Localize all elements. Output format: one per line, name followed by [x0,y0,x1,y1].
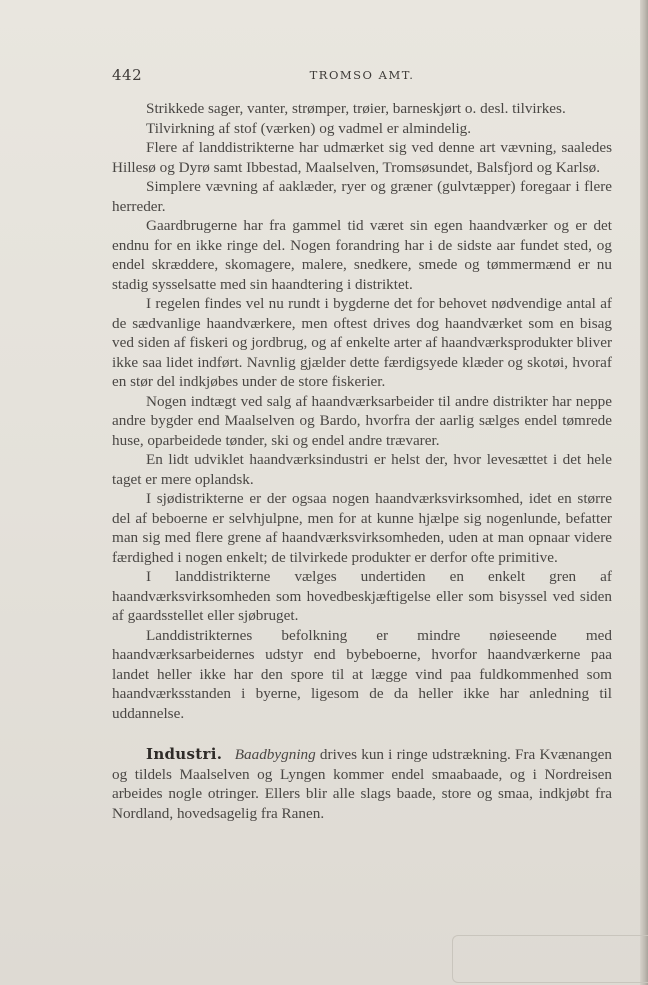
page-number: 442 [112,66,143,84]
paragraph: Nogen indtægt ved salg af haandværksarbeider til andre distrikter har neppe andre bygder end Maalselven og Bardo, hvorfra der aarlig sælges endel tømrede huse, oparbeidede tønder, ski og endel andre trævarer. [112,392,612,449]
paragraph: I regelen findes vel nu rundt i bygderne det for behovet nødvendige antal af de sædvanlige haandværkere, men oftest drives dog haandværket som en bisag ved siden af fiskeri og jordbrug, og af enkelte arter af haandværksprodukter bliver ikke saa lidet indført. Navnlig gjælder dette færdigsyede klæder og skotøi, hvoraf en stør del indkjøbes under de store fiskerier. [112,295,612,390]
paragraph: I landdistrikterne vælges undertiden en enkelt gren af haandværksvirksomheden som hovedbeskjæftigelse eller som bisyssel ved siden af gaardsstellet eller sjøbruget. [112,568,612,624]
page-header [112,66,612,84]
paragraph: En lidt udviklet haandværksindustri er helst der, hvor levesættet i det hele taget er mere oplandsk. [112,451,612,488]
body-text [112,99,612,823]
paragraph: Tilvirkning af stof (værken) og vadmel er almindelig. [146,119,472,137]
paragraph: Landdistrikternes befolkning er mindre nøieseende med haandværksarbeidernes udstyr end bybeboerne, hvorfor haandværkerne paa landet heller ikke har den spore til at lægge vind paa fuldkommenhed som haandværksstanden i byerne, ligesom de da heller ikke har anledning til uddannelse. [112,626,612,722]
paragraph: Flere af landdistrikterne har udmærket sig ved denne art vævning, saaledes Hillesø og Dyrø samt Ibbestad, Maalselven, Tromsøsundet, Balsfjord og Karlsø. [112,139,612,176]
paragraph: Strikkede sager, vanter, strømper, trøier, barneskjørt o. desl. tilvirkes. [146,100,566,117]
paragraph: Simplere vævning af aaklæder, ryer og græner (gulvtæpper) foregaar i flere herreder. [112,178,612,215]
page-edge-shadow [640,0,648,985]
section-text: drives kun i ringe udstrækning. Fra Kvænangen og tildels Maalselven og Lyngen kommer endel smaabaade, og i Nordreisen arbeides nogle otringer. Ellers blir alle slags baade, store og smaa, indkjøbt fra Nordland, hovedsagelig fra Ranen. [112,746,612,822]
paragraph: I sjødistrikterne er der ogsaa nogen haandværksvirksomhed, idet en større del af beboerne er selvhjulpne, men for at kunne hjælpe sig nogenlunde, befatter man sig med flere grene af haandværksvirksomheden, uden at man opnaar videre færdighed i nogen enkelt; de tilvirkede produkter er derfor ofte primitive. [112,490,612,566]
library-stamp-outline [452,935,648,983]
italic-term: Baadbygning [234,746,316,763]
running-title: TROMSO AMT. [309,68,415,82]
paragraph: Gaardbrugerne har fra gammel tid været sin egen haandværker og er det endnu for en ikke ringe del. Nogen forandring har i de sidste aar fundet sted, og endel skræddere, skomagere, malere, snedkere, smede og tømmermænd er nu stadig sysselsatte med sin haandtering i distriktet. [112,217,612,293]
section-heading: Industri. [146,745,223,763]
industry-section [112,745,612,823]
